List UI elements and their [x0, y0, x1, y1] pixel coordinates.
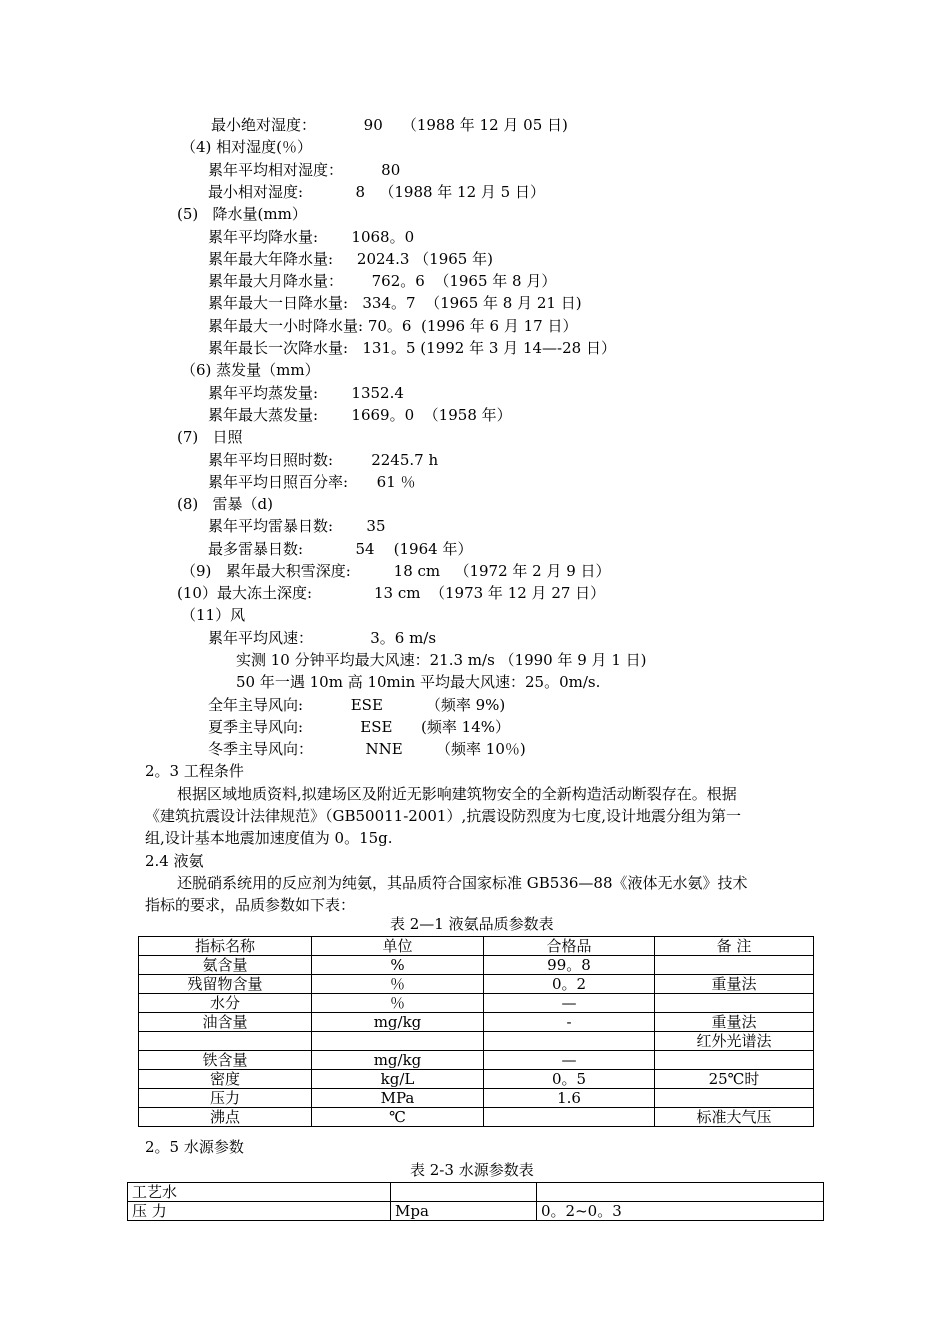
table1-caption: 表 2—1 液氨品质参数表 — [390, 915, 554, 933]
table-row — [139, 956, 814, 975]
table-cell: 1.6 — [484, 1089, 655, 1108]
table-cell: 红外光谱法 — [655, 1032, 814, 1051]
paragraph-ammonia-line1: 还脱硝系统用的反应剂为纯氨，其品质符合国家标准 GB536—88《液体无水氨》技术 — [177, 874, 748, 892]
section-evaporation: （6) 蒸发量（mm） — [181, 361, 320, 379]
table-cell: — — [484, 1051, 655, 1070]
annual-wind-direction: 全年主导风向: ESE （频率 9%) — [208, 696, 506, 714]
table-cell: 水分 — [139, 994, 312, 1013]
table-cell: 氨含量 — [139, 956, 312, 975]
section-thunderstorm: (8) 雷暴（d) — [177, 495, 274, 513]
fifty-year-max-wind-speed: 50 年一遇 10m 高 10min 平均最大风速：25。0m/s. — [236, 673, 601, 691]
table-cell: 99。8 — [484, 956, 655, 975]
table-row — [139, 1070, 814, 1089]
avg-relative-humidity: 累年平均相对湿度： 80 — [208, 161, 401, 179]
table-cell: 铁含量 — [139, 1051, 312, 1070]
max-annual-precipitation: 累年最大年降水量: 2024.3 （1965 年) — [208, 250, 493, 268]
avg-sunshine-hours: 累年平均日照时数: 2245.7 h — [208, 451, 439, 469]
table-cell: 残留物含量 — [139, 975, 312, 994]
table-cell: % — [312, 956, 484, 975]
section-precipitation: (5) 降水量(mm） — [177, 205, 307, 223]
table-cell — [139, 1032, 312, 1051]
column-header: 单位 — [312, 937, 484, 956]
avg-sunshine-percent: 累年平均日照百分率: 61 ％ — [208, 473, 416, 491]
paragraph-geology-line1: 根据区域地质资料,拟建场区及附近无影响建筑物安全的全新构造活动断裂存在。根据 — [177, 785, 737, 803]
table-cell — [655, 956, 814, 975]
section-relative-humidity: （4) 相对湿度(％） — [181, 138, 313, 156]
table-cell: MPa — [312, 1089, 484, 1108]
paragraph-geology-line3: 组,设计基本地震加速度值为 0。15g. — [145, 829, 393, 847]
table-cell — [484, 1108, 655, 1127]
max-daily-precipitation: 累年最大一日降水量: 334。7 （1965 年 8 月 21 日) — [208, 294, 582, 312]
table-cell — [312, 1032, 484, 1051]
table-row — [139, 994, 814, 1013]
heading-water-source: 2。5 水源参数 — [145, 1138, 244, 1156]
max-snow-depth: （9) 累年最大积雪深度: 18 cm （1972 年 2 月 9 日） — [181, 562, 611, 580]
paragraph-geology-line2: 《建筑抗震设计法律规范》（GB50011-2001）,抗震设防烈度为七度,设计地震分组为第一 — [145, 807, 742, 825]
heading-liquid-ammonia: 2.4 液氨 — [145, 852, 204, 870]
table-cell: ％ — [312, 975, 484, 994]
avg-wind-speed: 累年平均风速： 3。6 m/s — [208, 629, 437, 647]
table-cell: 油含量 — [139, 1013, 312, 1032]
table-cell: 重量法 — [655, 1013, 814, 1032]
measured-max-wind-speed: 实测 10 分钟平均最大风速：21.3 m/s （1990 年 9 月 1 日) — [236, 651, 647, 669]
longest-precipitation: 累年最长一次降水量: 131。5 (1992 年 3 月 14—-28 日） — [208, 339, 616, 357]
winter-wind-direction: 冬季主导风向： NNE （频率 10％) — [208, 740, 526, 758]
avg-precipitation: 累年平均降水量: 1068。0 — [208, 228, 415, 246]
table-cell — [484, 1032, 655, 1051]
table-row — [139, 975, 814, 994]
table-row — [139, 1013, 814, 1032]
max-hourly-precipitation: 累年最大一小时降水量: 70。6 (1996 年 6 月 17 日） — [208, 317, 578, 335]
table-cell — [391, 1183, 537, 1202]
table-cell — [655, 1089, 814, 1108]
max-thunderstorm-days: 最多雷暴日数: 54 (1964 年） — [208, 540, 473, 558]
section-wind: （11）风 — [181, 606, 246, 624]
table-cell: 工艺水 — [128, 1183, 391, 1202]
table-cell: kg/L — [312, 1070, 484, 1089]
table2-caption: 表 2-3 水源参数表 — [410, 1161, 534, 1179]
table-cell: — — [484, 994, 655, 1013]
section-sunshine: (7) 日照 — [177, 428, 243, 446]
paragraph-ammonia-line2: 指标的要求，品质参数如下表： — [145, 896, 356, 914]
table-cell: 压力 — [139, 1089, 312, 1108]
table-cell: 25℃时 — [655, 1070, 814, 1089]
table-cell — [537, 1183, 824, 1202]
table-cell: 密度 — [139, 1070, 312, 1089]
table-row — [139, 1032, 814, 1051]
column-header: 备 注 — [655, 937, 814, 956]
table-cell: 标准大气压 — [655, 1108, 814, 1127]
min-relative-humidity: 最小相对湿度: 8 （1988 年 12 月 5 日） — [208, 183, 545, 201]
table-cell: ％ — [312, 994, 484, 1013]
table-cell: 0。2~0。3 — [537, 1202, 824, 1221]
heading-engineering-conditions: 2。3 工程条件 — [145, 762, 244, 780]
column-header: 指标名称 — [139, 937, 312, 956]
table-cell: 沸点 — [139, 1108, 312, 1127]
max-frozen-soil-depth: (10）最大冻土深度: 13 cm （1973 年 12 月 27 日） — [177, 584, 606, 602]
avg-thunderstorm-days: 累年平均雷暴日数: 35 — [208, 517, 386, 535]
table-cell: 0。5 — [484, 1070, 655, 1089]
table-cell: - — [484, 1013, 655, 1032]
table-row — [128, 1202, 824, 1221]
table-cell: Mpa — [391, 1202, 537, 1221]
table-row — [139, 1089, 814, 1108]
table-row — [139, 1051, 814, 1070]
summer-wind-direction: 夏季主导风向: ESE (频率 14%） — [208, 718, 511, 736]
table-cell — [655, 1051, 814, 1070]
table-row — [128, 1183, 824, 1202]
table-cell — [655, 994, 814, 1013]
column-header: 合格品 — [484, 937, 655, 956]
table-row — [139, 1108, 814, 1127]
table-cell: 压 力 — [128, 1202, 391, 1221]
table-cell: mg/kg — [312, 1013, 484, 1032]
ammonia-quality-table — [138, 936, 814, 1127]
max-monthly-precipitation: 累年最大月降水量： 762。6 （1965 年 8 月） — [208, 272, 557, 290]
max-evaporation: 累年最大蒸发量: 1669。0 （1958 年） — [208, 406, 512, 424]
table-cell: 0。2 — [484, 975, 655, 994]
table-cell: ℃ — [312, 1108, 484, 1127]
min-absolute-humidity: 最小绝对湿度： 90 （1988 年 12 月 05 日) — [211, 116, 568, 134]
avg-evaporation: 累年平均蒸发量: 1352.4 — [208, 384, 404, 402]
table-cell: 重量法 — [655, 975, 814, 994]
water-source-table — [127, 1182, 824, 1221]
table-header-row — [139, 937, 814, 956]
table-cell: mg/kg — [312, 1051, 484, 1070]
